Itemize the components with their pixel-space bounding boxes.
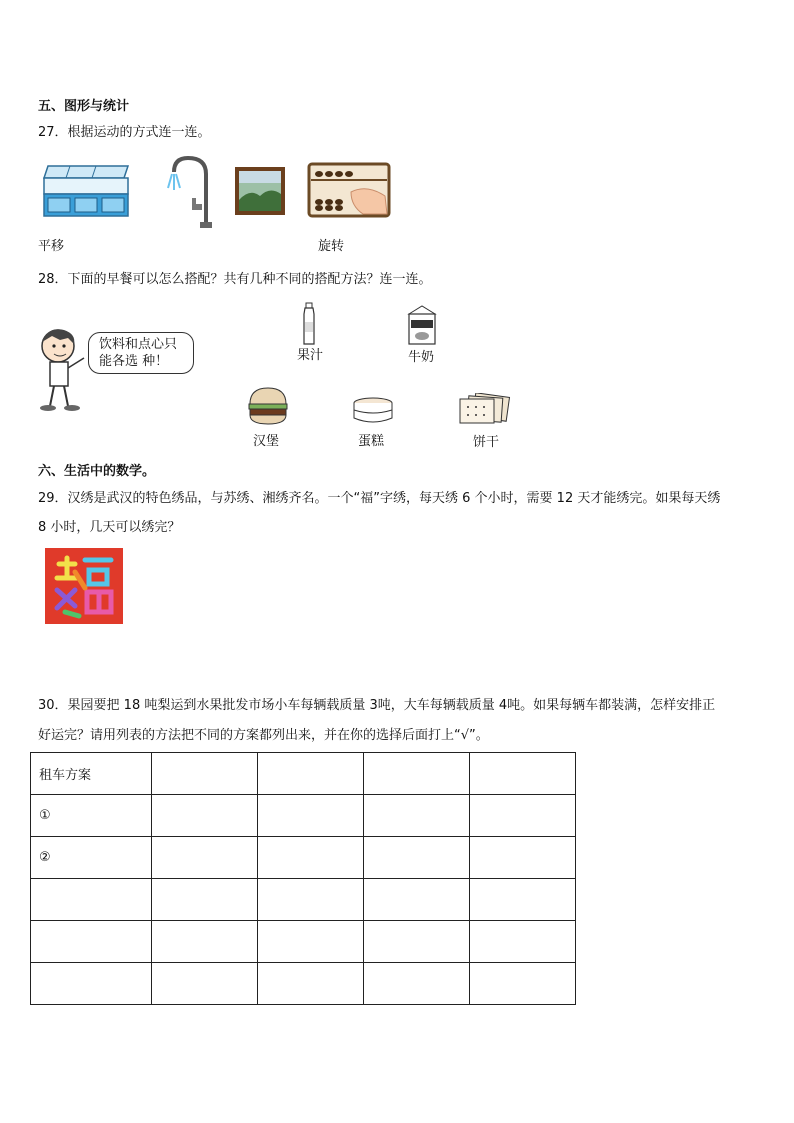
snack-cake-label: 蛋糕 xyxy=(358,434,385,449)
cake-image xyxy=(352,396,394,424)
table-cell[interactable] xyxy=(364,963,470,1005)
row-label[interactable] xyxy=(31,963,152,1005)
table-cell[interactable] xyxy=(152,795,258,837)
drink-milk-label: 牛奶 xyxy=(408,350,435,365)
table-cell[interactable] xyxy=(364,879,470,921)
row-label[interactable] xyxy=(31,879,152,921)
table-cell[interactable] xyxy=(470,921,576,963)
table-row xyxy=(31,837,576,879)
section-5-heading: 五、图形与统计 xyxy=(38,99,130,114)
table-row xyxy=(31,963,576,1005)
section-6-heading: 六、生活中的数学。 xyxy=(38,464,156,479)
juice-bottle-image xyxy=(300,302,318,346)
table-cell[interactable] xyxy=(470,963,576,1005)
framed-picture-image xyxy=(234,166,286,216)
row-label: ② xyxy=(31,837,152,879)
label-translation: 平移 xyxy=(38,239,65,254)
table-cell[interactable] xyxy=(258,795,364,837)
table-cell[interactable] xyxy=(364,753,470,795)
table-row xyxy=(31,921,576,963)
fu-embroidery-image xyxy=(45,548,123,624)
table-cell[interactable] xyxy=(258,963,364,1005)
faucet-image xyxy=(162,154,218,230)
milk-carton-image xyxy=(405,304,439,346)
table-cell[interactable] xyxy=(152,837,258,879)
question-27-text: 27．根据运动的方式连一连。 xyxy=(38,125,211,140)
biscuits-image xyxy=(456,393,512,427)
hamburger-image xyxy=(246,384,290,428)
boy-character-image xyxy=(34,326,94,414)
table-cell[interactable] xyxy=(364,795,470,837)
speech-bubble xyxy=(88,332,194,374)
bubble-line-1: 饮料和点心只 xyxy=(99,337,178,352)
row-label: ① xyxy=(31,795,152,837)
bubble-line-2: 能各选 种！ xyxy=(99,354,169,369)
table-cell[interactable] xyxy=(152,963,258,1005)
table-row xyxy=(31,795,576,837)
snack-hamburger-label: 汉堡 xyxy=(253,434,280,449)
table-cell[interactable] xyxy=(470,837,576,879)
table-cell[interactable] xyxy=(470,795,576,837)
question-30-line-1: 30．果园要把 18 吨梨运到水果批发市场小车每辆载质量 3吨，大车每辆载质量 4吨。如果每辆车都装满，怎样安排正 xyxy=(38,698,716,713)
drink-juice-label: 果汁 xyxy=(297,348,324,363)
table-cell[interactable] xyxy=(152,921,258,963)
row-label[interactable] xyxy=(31,921,152,963)
table-cell[interactable] xyxy=(152,879,258,921)
table-cell[interactable] xyxy=(152,753,258,795)
label-rotation: 旋转 xyxy=(318,239,345,254)
table-cell[interactable] xyxy=(258,837,364,879)
table-header-cell: 租车方案 xyxy=(31,753,152,795)
question-29-line-1: 29．汉绣是武汉的特色绣品，与苏绣、湘绣齐名。一个“福”字绣，每天绣 6 个小时，需要 12 天才能绣完。如果每天绣 xyxy=(38,491,721,506)
snack-biscuit-label: 饼干 xyxy=(473,435,500,450)
table-cell[interactable] xyxy=(470,879,576,921)
question-30-line-2: 好运完？请用列表的方法把不同的方案都列出来，并在你的选择后面打上“√”。 xyxy=(38,728,489,743)
table-cell[interactable] xyxy=(258,921,364,963)
question-29-line-2: 8 小时，几天可以绣完？ xyxy=(38,520,181,535)
abacus-image xyxy=(307,162,391,220)
table-cell[interactable] xyxy=(364,837,470,879)
table-cell[interactable] xyxy=(258,879,364,921)
table-cell[interactable] xyxy=(470,753,576,795)
table-row xyxy=(31,879,576,921)
rental-plan-table xyxy=(30,752,576,1005)
table-row xyxy=(31,753,576,795)
table-cell[interactable] xyxy=(364,921,470,963)
question-28-text: 28．下面的早餐可以怎么搭配？共有几种不同的搭配方法？连一连。 xyxy=(38,272,432,287)
table-cell[interactable] xyxy=(258,753,364,795)
cabinet-drawers-image xyxy=(40,162,132,220)
